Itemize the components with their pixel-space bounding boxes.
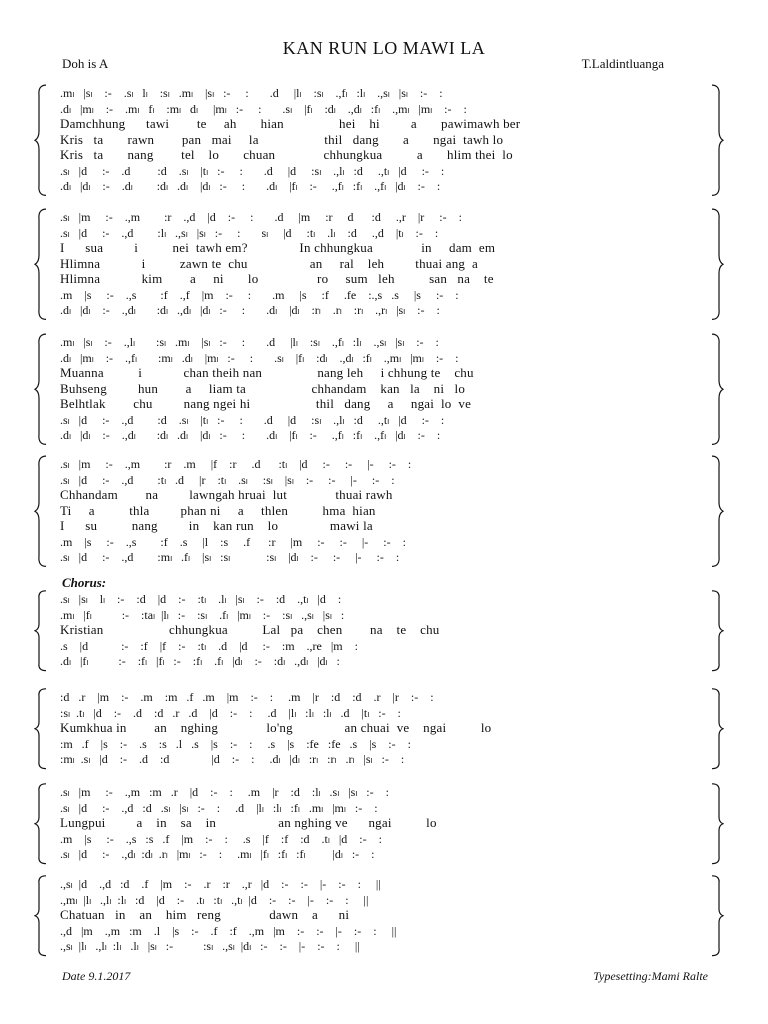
system-brace-left	[34, 688, 48, 770]
lyric-line: Kris ta rawn pan mai la thil dang a ngai tawh lo	[60, 132, 504, 147]
solfa-notes-line: .dₗ |dₗ :- .,dₗ :dₗ .dₗ |dₗ :- : .dₗ |fₗ :- .,fₗ :fₗ .,fₗ |dₗ :- :	[60, 428, 441, 442]
system-brace-left	[34, 333, 48, 446]
system-brace-right	[710, 590, 724, 672]
footer-typesetting: Typesetting:Mami Ralte	[593, 969, 708, 983]
lyric-line: Muanna i chan theih nan nang leh i chhung te chu	[60, 366, 474, 380]
lyric-line: I sua i nei tawh em? In chhungkua in dam em	[60, 241, 496, 255]
lyric-line: Lungpui a in sa in an nghing ve ngai lo	[60, 816, 437, 830]
music-system	[34, 208, 724, 321]
system-brace-right	[710, 455, 724, 568]
system-brace-left	[34, 875, 48, 957]
system-brace-right	[710, 783, 724, 865]
solfa-notes-line: :sₗ .tₗ |d :- .d :d .r .d |d :- : .d |lₗ :lₗ :lₗ .d |tₗ :- :	[60, 705, 401, 720]
solfa-notes-line: .dₗ |fₗ :- :fₗ |fₗ :- :fₗ .fₗ |dₗ :- :dₗ .,dₗ |dₗ :	[60, 654, 340, 668]
music-system	[34, 590, 724, 672]
solfa-notes-line: .sₗ |m :- .,m :r .m |f :r .d :tₗ |d :- :- |- :- :	[60, 457, 412, 471]
composer-name: T.Laldintluanga	[581, 56, 664, 71]
lyric-line: Ti a thla phan ni a thlen hma hian	[60, 503, 376, 518]
lyric-line: Kumkhua in an nghing lo'ng an chuai ve ngai lo	[60, 721, 492, 735]
music-system	[34, 455, 724, 568]
song-title: KAN RUN LO MAWI LA	[282, 38, 486, 58]
solfa-notes-line: .sₗ |d :- .,d :tₗ .d |r :tₗ .sₗ :sₗ |sₗ :- :- |- :- :	[60, 472, 395, 487]
solfa-notes-line: .sₗ |d :- .,d :d .sₗ |tₗ :- : .d |d :sₗ .,lₗ :d .,tₗ |d :- :	[60, 412, 445, 427]
chorus-label: Chorus:	[62, 575, 107, 590]
solfa-notes-line: .dₗ |mₗ :- .mₗ fₗ :mₗ dₗ |mₗ :- : .sₗ |fₗ :dₗ .,dₗ :fₗ .,mₗ |mₗ :- :	[60, 101, 467, 116]
solfa-notes-line: :d .r |m :- .m :m .f .m |m :- : .m |r :d :d .r |r :- :	[60, 690, 434, 704]
system-brace-left	[34, 783, 48, 865]
solfa-notes-line: .sₗ |d :- .d :d .sₗ |tₗ :- : .d |d :sₗ .,lₗ :d .,tₗ |d :- :	[60, 163, 445, 178]
system-brace-right	[710, 688, 724, 770]
music-system	[34, 333, 724, 446]
lyric-line: Belhtlak chu nang ngei hi thil dang a ngai lo ve	[60, 397, 472, 411]
lyric-line: Chatuan in an him reng dawn a ni	[60, 908, 350, 922]
lyric-line: I su nang in kan run lo mawi la	[60, 519, 373, 533]
footer-date: Date 9.1.2017	[62, 969, 131, 983]
system-brace-left	[34, 455, 48, 568]
solfa-notes-line: .sₗ |d :- .,d :d .sₗ |sₗ :- : .d |lₗ :lₗ :fₗ .mₗ |mₗ :- :	[60, 800, 378, 815]
music-system	[34, 688, 724, 770]
lyric-line: Damchhung tawi te ah hian hei hi a pawimawh ber	[60, 117, 521, 131]
solfa-notes-line: .dₗ |dₗ :- .,dₗ :dₗ .,dₗ |dₗ :- : .dₗ |dₗ :rₗ .rₗ :rₗ .,rₗ |sₗ :- :	[60, 303, 440, 317]
solfa-notes-line: .,sₗ |lₗ .,lₗ :lₗ .lₗ |sₗ :- :sₗ .,sₗ |dₗ :- :- |- :- : ||	[60, 939, 360, 953]
solfa-notes-line: .dₗ |dₗ :- .dₗ :dₗ .dₗ |dₗ :- : .dₗ |fₗ :- .,fₗ :fₗ .,fₗ |dₗ :- :	[60, 179, 441, 193]
music-system	[34, 875, 724, 957]
solfa-notes-line: .sₗ |d :- .,dₗ :dₗ .rₗ |mₗ :- : .mₗ |fₗ :fₗ :fₗ |dₗ :- :	[60, 847, 375, 861]
system-brace-left	[34, 590, 48, 672]
solfa-notes-line: .s |d :- :f |f :- :tₗ .d |d :- :m .,re |m :	[60, 638, 358, 653]
solfa-notes-line: :mₗ .sₗ |d :- .d :d |d :- : .dₗ |dₗ :rₗ :rₗ .rₗ |sₗ :- :	[60, 752, 405, 766]
system-brace-right	[710, 84, 724, 197]
solfa-notes-line: .m |s :- .,s :f .,f |m :- : .m |s :f .fe :.,s .s |s :- :	[60, 287, 459, 302]
lyric-line: Kristian chhungkua Lal pa chen na te chu	[60, 623, 440, 637]
system-brace-right	[710, 333, 724, 446]
system-brace-left	[34, 84, 48, 197]
solfa-notes-line: :m .f |s :- .s :s .l .s |s :- : .s |s :fe :fe .s |s :- :	[60, 736, 411, 751]
solfa-notes-line: .mₗ |fₗ :- :taₗ |lₗ :- :sₗ .fₗ |mₗ :- :sₗ .,sₗ |sₗ :	[60, 607, 345, 622]
lyric-line: Hlimna i zawn te chu an ral leh thuai ang a	[60, 256, 478, 271]
solfa-notes-line: .dₗ |mₗ :- .,fₗ :mₗ .dₗ |mₗ :- : .sₗ |fₗ :dₗ .,dₗ :fₗ .,mₗ |mₗ :- :	[60, 350, 459, 365]
music-system	[34, 84, 724, 197]
solfa-notes-line: .,d |m .,m :m .l |s :- .f :f .,m |m :- :- |- :- : ||	[60, 923, 397, 938]
solfa-notes-line: .m |s :- .,s :f .s |l :s .f :r |m :- :- |- :- :	[60, 534, 406, 549]
solfa-notes-line: .sₗ |d :- .,d :lₗ .,sₗ |sₗ :- : sₗ |d :tₗ .lₗ :d .,d |tₗ :- :	[60, 225, 439, 240]
solfa-notes-line: .mₗ |sₗ :- .sₗ lₗ :sₗ .mₗ |sₗ :- : .d |lₗ :sₗ .,fₗ :lₗ .,sₗ |sₗ :- :	[60, 86, 443, 100]
solfa-notes-line: .mₗ |sₗ :- .,lₗ :sₗ .mₗ |sₗ :- : .d |lₗ :sₗ .,fₗ :lₗ .,sₗ |sₗ :- :	[60, 335, 439, 349]
lyric-line: Chhandam na lawngah hruai lut thuai rawh	[60, 488, 393, 502]
key-signature: Doh is A	[62, 56, 109, 71]
lyric-line: Kris ta nang tel lo chuan chhungkua a hlim thei lo	[60, 148, 513, 162]
music-system	[34, 783, 724, 865]
system-brace-left	[34, 208, 48, 321]
lyric-line: Hlimna kim a ni lo ro sum leh san na te	[60, 272, 494, 286]
system-brace-right	[710, 208, 724, 321]
lyric-line: Buhseng hun a liam ta chhandam kan la ni lo	[60, 381, 466, 396]
solfa-notes-line: .,sₗ |d .,d :d .f |m :- .r :r .,r |d :- :- |- :- : ||	[60, 877, 381, 891]
solfa-notes-line: .,mₗ |lₗ .,lₗ :lₗ :d |d :- .tₗ :tₗ .,tₗ |d :- :- |- :- : ||	[60, 892, 369, 907]
solfa-notes-line: .sₗ |m :- .,m :r .,d |d :- : .d |m :r d :d .,r |r :- :	[60, 210, 462, 224]
solfa-notes-line: .m |s :- .,s :s .f |m :- : .s |f :f :d .tₗ |d :- :	[60, 831, 382, 846]
solfa-notes-line: .sₗ |m :- .,m :m .r |d :- : .m |r :d :lₗ .sₗ |sₗ :- :	[60, 785, 389, 799]
solfa-notes-line: .sₗ |sₗ lₗ :- :d |d :- :tₗ .lₗ |sₗ :- :d .,tₗ |d :	[60, 592, 342, 606]
system-brace-right	[710, 875, 724, 957]
solfa-notes-line: .sₗ |d :- .,d :mₗ .fₗ |sₗ :sₗ :sₗ |dₗ :- :- |- :- :	[60, 550, 400, 564]
